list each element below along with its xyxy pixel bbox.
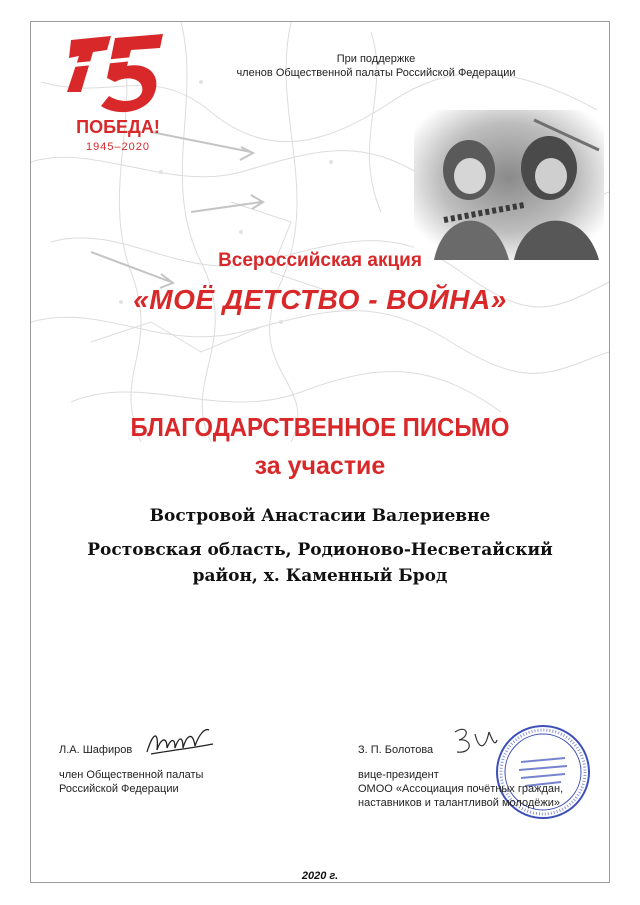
signatory-2-role-line-1: вице-президент (358, 769, 439, 781)
logo-word: ПОБЕДА! (76, 117, 160, 137)
address-line-1: Ростовская область, Родионово-Несветайский (87, 540, 553, 560)
certificate-frame (30, 21, 610, 883)
document-year: 2020 г. (301, 870, 339, 882)
signatory-1-role (59, 768, 203, 796)
letter-subtitle: за участие (254, 452, 386, 480)
support-line-1: При поддержке (336, 53, 416, 65)
signatory-1-name: Л.А. Шафиров (59, 744, 133, 756)
action-title: «МОЁ ДЕТСТВО - ВОЙНА» (133, 284, 507, 315)
victory-75-logo (63, 30, 173, 165)
recipient-name: Востровой Анастасии Валериевне (149, 506, 491, 526)
logo-years: 1945–2020 (85, 141, 151, 153)
support-note (181, 52, 571, 80)
wartime-photo (414, 110, 604, 260)
signature-2 (449, 722, 499, 762)
signatory-1-role-line-1: член Общественной палаты (59, 769, 204, 781)
action-subtitle: Всероссийская акция (218, 250, 422, 271)
recipient-address (51, 537, 589, 589)
signatory-2-role-line-2: ОМОО «Ассоциация почётных граждан, (358, 783, 564, 795)
address-line-2: район, х. Каменный Брод (192, 566, 448, 586)
support-line-2: членов Общественной палаты Российской Федерации (236, 67, 516, 79)
signatory-2-role-line-3: наставников и талантливой молодёжи» (358, 797, 560, 809)
signatory-1-role-line-2: Российской Федерации (59, 783, 179, 795)
signature-1 (143, 724, 215, 760)
signatory-2-name: З. П. Болотова (358, 744, 434, 756)
letter-title: БЛАГОДАРСТВЕННОЕ ПИСЬМО (130, 412, 510, 442)
signatory-2-role (358, 768, 563, 810)
